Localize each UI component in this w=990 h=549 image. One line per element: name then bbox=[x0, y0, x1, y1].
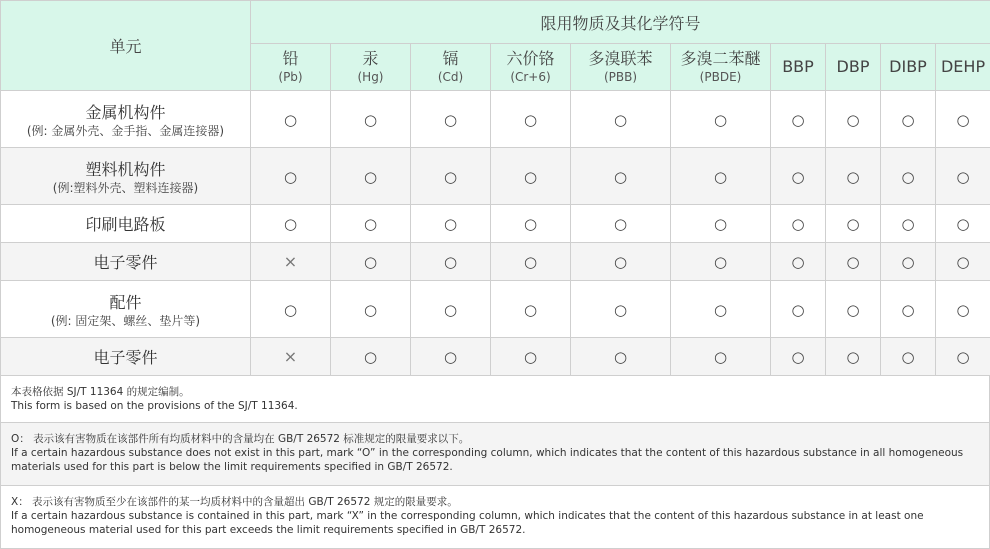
circle-icon: ○ bbox=[524, 168, 537, 186]
compliant-mark bbox=[881, 91, 936, 148]
circle-icon: ○ bbox=[956, 215, 969, 233]
compliant-mark bbox=[411, 148, 491, 205]
circle-icon: ○ bbox=[956, 301, 969, 319]
unit-cell bbox=[1, 243, 251, 281]
notes-section bbox=[0, 376, 990, 549]
circle-icon: ○ bbox=[846, 301, 859, 319]
compliant-mark bbox=[331, 243, 411, 281]
circle-icon: ○ bbox=[714, 253, 727, 271]
circle-icon: ○ bbox=[444, 301, 457, 319]
unit-label: 塑料机构件 bbox=[1, 157, 250, 180]
circle-icon: ○ bbox=[444, 168, 457, 186]
compliant-mark bbox=[251, 91, 331, 148]
compliant-mark bbox=[571, 91, 671, 148]
substance-header: 铅 (Pb) bbox=[251, 44, 331, 91]
circle-icon: ○ bbox=[901, 348, 914, 366]
table-row bbox=[1, 91, 990, 148]
circle-icon: ○ bbox=[714, 168, 727, 186]
compliant-mark bbox=[411, 243, 491, 281]
compliant-mark bbox=[936, 243, 990, 281]
compliant-mark bbox=[571, 281, 671, 338]
compliant-mark bbox=[491, 338, 571, 376]
note-line: This form is based on the provisions of the SJ/T 11364. bbox=[11, 399, 979, 413]
compliant-mark bbox=[251, 281, 331, 338]
exceeds-mark bbox=[251, 338, 331, 376]
table-row bbox=[1, 243, 990, 281]
circle-icon: ○ bbox=[524, 301, 537, 319]
compliant-mark bbox=[571, 338, 671, 376]
unit-label: 金属机构件 bbox=[1, 100, 250, 123]
compliant-mark bbox=[881, 281, 936, 338]
circle-icon: ○ bbox=[614, 215, 627, 233]
circle-icon: ○ bbox=[846, 215, 859, 233]
unit-header: 单元 bbox=[1, 1, 251, 91]
circle-icon: ○ bbox=[364, 348, 377, 366]
circle-icon: ○ bbox=[791, 253, 804, 271]
unit-cell bbox=[1, 281, 251, 338]
unit-label: 电子零件 bbox=[1, 345, 250, 368]
compliant-mark bbox=[331, 281, 411, 338]
compliant-mark bbox=[881, 243, 936, 281]
note-line: O： 表示该有害物质在该部件所有均质材料中的含量均在 GB/T 26572 标准规定的限量要求以下。 bbox=[11, 432, 979, 446]
compliant-mark bbox=[936, 338, 990, 376]
compliant-mark bbox=[771, 91, 826, 148]
compliant-mark bbox=[491, 243, 571, 281]
compliant-mark bbox=[881, 148, 936, 205]
compliant-mark bbox=[571, 205, 671, 243]
circle-icon: ○ bbox=[524, 348, 537, 366]
circle-icon: ○ bbox=[364, 301, 377, 319]
circle-icon: ○ bbox=[444, 253, 457, 271]
compliant-mark bbox=[771, 205, 826, 243]
cross-icon: × bbox=[284, 347, 297, 366]
compliant-mark bbox=[411, 338, 491, 376]
unit-label: 配件 bbox=[1, 290, 250, 313]
compliant-mark bbox=[491, 148, 571, 205]
circle-icon: ○ bbox=[956, 348, 969, 366]
note-standard bbox=[0, 376, 990, 423]
note-o-mark bbox=[0, 423, 990, 486]
compliant-mark bbox=[771, 148, 826, 205]
circle-icon: ○ bbox=[614, 111, 627, 129]
circle-icon: ○ bbox=[956, 111, 969, 129]
circle-icon: ○ bbox=[444, 111, 457, 129]
compliant-mark bbox=[331, 148, 411, 205]
circle-icon: ○ bbox=[846, 111, 859, 129]
note-line: If a certain hazardous substance does not exist in this part, mark “O” in the corresponding column, which indicates that the content of this hazardous substance in all homogeneous materials used for this part is below the limit requirements specified in GB/T 26572. bbox=[11, 446, 979, 474]
unit-cell bbox=[1, 148, 251, 205]
circle-icon: ○ bbox=[714, 215, 727, 233]
circle-icon: ○ bbox=[791, 301, 804, 319]
circle-icon: ○ bbox=[846, 348, 859, 366]
compliant-mark bbox=[936, 148, 990, 205]
unit-example: (例: 固定架、螺丝、垫片等) bbox=[1, 313, 250, 329]
compliant-mark bbox=[491, 205, 571, 243]
circle-icon: ○ bbox=[614, 301, 627, 319]
substance-header: 汞 (Hg) bbox=[331, 44, 411, 91]
circle-icon: ○ bbox=[901, 253, 914, 271]
compliant-mark bbox=[936, 91, 990, 148]
note-line: X： 表示该有害物质至少在该部件的某一均质材料中的含量超出 GB/T 26572 规定的限量要求。 bbox=[11, 495, 979, 509]
circle-icon: ○ bbox=[846, 253, 859, 271]
compliant-mark bbox=[771, 281, 826, 338]
circle-icon: ○ bbox=[524, 253, 537, 271]
compliant-mark bbox=[571, 243, 671, 281]
compliant-mark bbox=[671, 91, 771, 148]
substance-header: 多溴二苯醚 (PBDE) bbox=[671, 44, 771, 91]
compliant-mark bbox=[331, 91, 411, 148]
circle-icon: ○ bbox=[614, 253, 627, 271]
circle-icon: ○ bbox=[956, 253, 969, 271]
compliant-mark bbox=[251, 148, 331, 205]
circle-icon: ○ bbox=[284, 215, 297, 233]
substance-header: 镉 (Cd) bbox=[411, 44, 491, 91]
table-row bbox=[1, 281, 990, 338]
cross-icon: × bbox=[284, 252, 297, 271]
compliant-mark bbox=[671, 338, 771, 376]
circle-icon: ○ bbox=[901, 168, 914, 186]
circle-icon: ○ bbox=[284, 168, 297, 186]
circle-icon: ○ bbox=[956, 168, 969, 186]
compliant-mark bbox=[826, 281, 881, 338]
substance-header: DEHP bbox=[936, 44, 990, 91]
substance-header: 六价铬 (Cr+6) bbox=[491, 44, 571, 91]
compliant-mark bbox=[881, 205, 936, 243]
circle-icon: ○ bbox=[901, 111, 914, 129]
circle-icon: ○ bbox=[284, 111, 297, 129]
compliant-mark bbox=[331, 338, 411, 376]
substance-header: 多溴联苯 (PBB) bbox=[571, 44, 671, 91]
compliant-mark bbox=[671, 281, 771, 338]
substance-header: DBP bbox=[826, 44, 881, 91]
table-row bbox=[1, 148, 990, 205]
note-x-mark bbox=[0, 486, 990, 549]
exceeds-mark bbox=[251, 243, 331, 281]
circle-icon: ○ bbox=[524, 215, 537, 233]
table-row bbox=[1, 338, 990, 376]
compliant-mark bbox=[671, 243, 771, 281]
compliant-mark bbox=[826, 91, 881, 148]
compliant-mark bbox=[881, 338, 936, 376]
note-line: If a certain hazardous substance is contained in this part, mark “X” in the corresponding column, which indicates that the content of this hazardous substance in at least one homogeneous material used for this part exceeds the limit requirements specified in GB/T 26572. bbox=[11, 509, 979, 537]
circle-icon: ○ bbox=[364, 168, 377, 186]
circle-icon: ○ bbox=[791, 215, 804, 233]
table-row bbox=[1, 205, 990, 243]
circle-icon: ○ bbox=[791, 348, 804, 366]
circle-icon: ○ bbox=[364, 111, 377, 129]
compliant-mark bbox=[826, 338, 881, 376]
unit-cell bbox=[1, 338, 251, 376]
circle-icon: ○ bbox=[901, 215, 914, 233]
circle-icon: ○ bbox=[284, 301, 297, 319]
compliant-mark bbox=[936, 205, 990, 243]
unit-example: (例:塑料外壳、塑料连接器) bbox=[1, 180, 250, 196]
compliant-mark bbox=[411, 205, 491, 243]
compliant-mark bbox=[671, 148, 771, 205]
compliant-mark bbox=[936, 281, 990, 338]
circle-icon: ○ bbox=[444, 215, 457, 233]
substance-header: DIBP bbox=[881, 44, 936, 91]
compliant-mark bbox=[491, 281, 571, 338]
circle-icon: ○ bbox=[614, 348, 627, 366]
compliant-mark bbox=[251, 205, 331, 243]
substance-header: BBP bbox=[771, 44, 826, 91]
compliant-mark bbox=[571, 148, 671, 205]
substances-group-header: 限用物质及其化学符号 bbox=[251, 1, 990, 44]
circle-icon: ○ bbox=[846, 168, 859, 186]
compliant-mark bbox=[771, 243, 826, 281]
circle-icon: ○ bbox=[444, 348, 457, 366]
circle-icon: ○ bbox=[714, 111, 727, 129]
unit-label: 印刷电路板 bbox=[1, 212, 250, 235]
table-body bbox=[1, 91, 990, 376]
circle-icon: ○ bbox=[791, 111, 804, 129]
compliant-mark bbox=[826, 205, 881, 243]
unit-label: 电子零件 bbox=[1, 250, 250, 273]
circle-icon: ○ bbox=[614, 168, 627, 186]
compliant-mark bbox=[491, 91, 571, 148]
circle-icon: ○ bbox=[791, 168, 804, 186]
circle-icon: ○ bbox=[524, 111, 537, 129]
unit-cell bbox=[1, 205, 251, 243]
compliant-mark bbox=[771, 338, 826, 376]
circle-icon: ○ bbox=[901, 301, 914, 319]
compliant-mark bbox=[331, 205, 411, 243]
compliant-mark bbox=[826, 148, 881, 205]
unit-example: (例: 金属外壳、金手指、金属连接器) bbox=[1, 123, 250, 139]
circle-icon: ○ bbox=[714, 301, 727, 319]
compliant-mark bbox=[411, 281, 491, 338]
circle-icon: ○ bbox=[714, 348, 727, 366]
note-line: 本表格依据 SJ/T 11364 的规定编制。 bbox=[11, 385, 979, 399]
compliant-mark bbox=[411, 91, 491, 148]
compliant-mark bbox=[826, 243, 881, 281]
circle-icon: ○ bbox=[364, 253, 377, 271]
compliant-mark bbox=[671, 205, 771, 243]
circle-icon: ○ bbox=[364, 215, 377, 233]
unit-cell bbox=[1, 91, 251, 148]
